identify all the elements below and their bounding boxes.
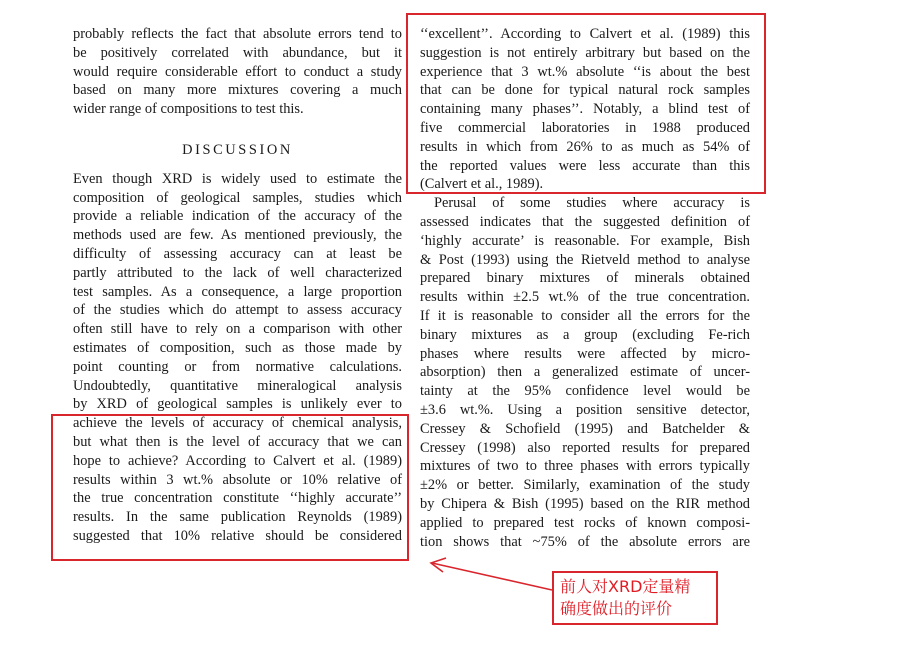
text-line: applied to prepared test rocks of known composi-	[420, 514, 750, 531]
text-line: the true concentration constitute ‘‘highly accurate’’	[73, 490, 402, 507]
text-line: based on many more mixtures covering a much	[73, 82, 402, 99]
text-line: results within 3 wt.% absolute or 10% relative of	[73, 471, 402, 488]
text-line: Undoubtedly, quantitative mineralogical analysis	[73, 377, 402, 394]
text-line: binary mixtures as a group (excluding Fe-rich	[420, 326, 750, 343]
text-line: partly attributed to the lack of well characterized	[73, 264, 402, 281]
text-line: the reported values were less accurate than this	[420, 157, 750, 174]
text-line: ‘highly accurate’ is reasonable. For example, Bish	[420, 232, 750, 249]
text-line: & Post (1993) using the Rietveld method to analyse	[420, 251, 750, 268]
paragraph-perusal	[420, 194, 750, 551]
text-line: methods used are few. As mentioned previously, the	[73, 227, 402, 244]
text-line: assessed indicates that the suggested definition of	[420, 213, 750, 230]
text-line: suggestion is not entirely arbitrary but based on the	[420, 44, 750, 61]
annotation-line-1: 前人对XRD定量精	[560, 577, 691, 596]
text-line: results in which from 26% to as much as 54% of	[420, 138, 750, 155]
text-line: that can be done for typical natural rock samples	[420, 82, 750, 99]
text-line: point counting or from normative calculations.	[73, 358, 402, 375]
text-line: results. In the same publication Reynolds (1989)	[73, 509, 402, 526]
text-line: difficulty of assessing accuracy can at least be	[73, 245, 402, 262]
text-line: (Calvert et al., 1989).	[420, 176, 544, 193]
text-line: but what then is the level of accuracy that we can	[73, 433, 402, 450]
text-line: suggested that 10% relative should be considered	[73, 527, 402, 544]
text-line: ‘‘excellent’’. According to Calvert et al. (1989) this	[420, 26, 750, 42]
section-heading-discussion: DISCUSSION	[182, 141, 293, 158]
text-line: by Chipera & Bish (1995) based on the RIR method	[420, 495, 750, 512]
text-line: Cressey & Schofield (1995) and Batchelder &	[420, 420, 750, 437]
paragraph-intro	[73, 25, 402, 119]
text-line: mixtures of two to three phases with errors typically	[420, 458, 750, 475]
text-line: phases where results were affected by micro-	[420, 345, 750, 362]
text-line: would require considerable effort to conduct a study	[73, 63, 402, 80]
text-line: containing many phases’’. Notably, a blind test of	[420, 101, 750, 118]
text-line: often still have to rely on a comparison with other	[73, 321, 402, 338]
text-line: achieve the levels of accuracy of chemical analysis,	[73, 415, 402, 432]
annotation-line-2: 确度做出的评价	[560, 599, 673, 618]
text-line: be positively correlated with abundance, but it	[73, 44, 402, 61]
text-line: composition of geological samples, studies which	[73, 189, 402, 206]
annotation-note	[552, 571, 718, 625]
text-line: ±3.6 wt.%. Using a position sensitive detector,	[420, 401, 750, 418]
text-line: estimates of composition, such as those made by	[73, 339, 402, 356]
text-line: results within ±2.5 wt.% of the true concentration.	[420, 289, 750, 306]
text-line: Perusal of some studies where accuracy is	[434, 195, 750, 212]
text-line: probably reflects the fact that absolute errors tend to	[73, 26, 402, 42]
text-line: by XRD of geological samples is unlikely ever to	[73, 396, 402, 413]
text-line: test samples. As a consequence, a large proportion	[73, 283, 402, 300]
text-line: Cressey (1998) also reported results for prepared	[420, 439, 750, 456]
text-line: wider range of compositions to test this.	[73, 101, 304, 118]
text-line: absorption) then a generalized estimate of uncer-	[420, 364, 750, 381]
text-line: ±2% or better. Similarly, examination of the study	[420, 477, 750, 494]
text-line: of the studies which do attempt to assess accuracy	[73, 302, 402, 319]
text-line: prepared binary mixtures of minerals obtained	[420, 270, 750, 287]
text-line: experience that 3 wt.% absolute ‘‘is about the best	[420, 63, 750, 80]
text-line: tainty at the 95% confidence level would be	[420, 383, 750, 400]
text-line: five commercial laboratories in 1988 produced	[420, 119, 750, 136]
text-line: If it is reasonable to consider all the errors for the	[420, 307, 750, 324]
text-line: Even though XRD is widely used to estimate the	[73, 170, 402, 187]
highlight-box-left	[51, 414, 409, 561]
highlight-box-right	[406, 13, 766, 194]
text-line: provide a reliable indication of the accuracy of the	[73, 208, 402, 225]
text-line: hope to achieve? According to Calvert et al. (1989)	[73, 452, 402, 469]
text-line: tion shows that ~75% of the absolute errors are	[420, 533, 750, 550]
